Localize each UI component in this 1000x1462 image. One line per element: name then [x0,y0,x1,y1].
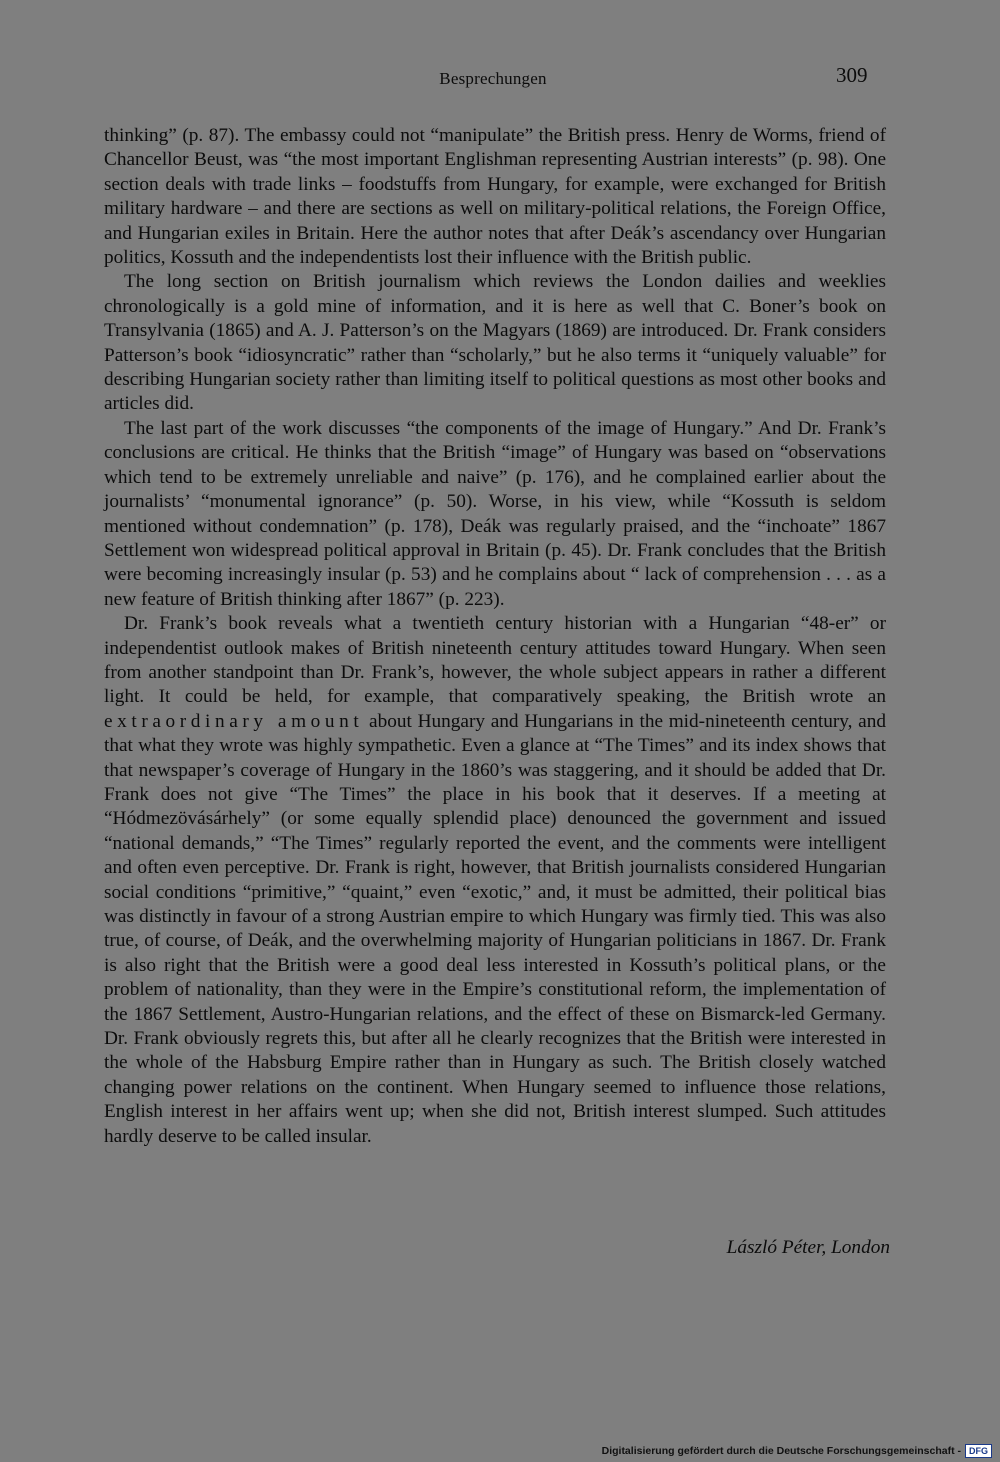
paragraph-text: about Hungary and Hungarians in the mid-nineteenth century, and that what they wrote was highly sympathetic. Even a glance at “The Times” and its index shows that that newspaper’s coverage of Hungary in the 1860’s was staggering, and it should be added that Dr. Frank does not give “The Times” the place in his book that it deserves. If a meeting at “Hódmezövásárhely” (or some equally splendid place) denounced the government and issued “national demands,” “The Times” regularly reported the event, and the comments were intelligent and often even perceptive. Dr. Frank is right, however, that British journalists considered Hungarian social conditions “primitive,” “quaint,” even “exotic,” and, it must be admitted, their political bias was distinctly in favour of a strong Austrian empire to which Hungary was firmly tied. This was also true, of course, of Deák, and the overwhelming majority of Hungarian politicians in 1867. Dr. Frank is also right that the British were a good deal less interested in Kossuth’s political plans, or the problem of nationality, than they were in the Empire’s constitutional reform, the implementation of the 1867 Settlement, Austro-Hungarian relations, and the effect of these on Bismarck-led Germany. Dr. Frank obviously regrets this, but after all he clearly recognizes that the British were interested in the whole of the Habsburg Empire rather than in Hungary as such. The British closely watched changing power relations on the continent. When Hungary seemed to influence those relations, English interest in her affairs went up; when she did not, British interest slumped. Such attitudes hardly deserve to be called insular. [104,710,886,1147]
paragraph [104,612,886,1149]
paragraph-text: thinking” (p. 87). The embassy could not “manipulate” the British press. Henry de Worms, friend of Chancellor Beust, was “the most important Englishman representing Austrian interests” (p. 98). One section deals with trade links – foodstuffs from Hungary, for example, were exchanged for British military hardware – and there are sections as well on military-political relations, the Foreign Office, and Hungarian exiles in Britain. Here the author notes that after Deák’s ascendancy over Hungarian politics, Kossuth and the independentists lost their influence with the British public. [104,125,886,269]
page-number: 309 [836,63,868,87]
paragraph [104,270,886,416]
review-author-signature: László Péter, London [726,1237,890,1258]
paragraph-text: Dr. Frank’s book reveals what a twentieth century historian with a Hungarian “48-er” or independentist outlook makes of British nineteenth century attitudes toward Hungary. When seen from another standpoint than Dr. Frank’s, however, the whole subject appears in rather a different light. It could be held, for example, that comparatively speaking, the British wrote an [104,613,886,708]
emphasized-phrase: extraordinary amount [104,710,364,732]
running-head: Besprechungen [439,69,547,88]
paragraph [104,417,886,612]
paragraph-text: The long section on British journalism which reviews the London dailies and weeklies chronologically is a gold mine of information, and it is here as well that C. Boner’s book on Transylvania (1865) and A. J. Patterson’s on the Magyars (1869) are introduced. Dr. Frank considers Patterson’s book “idiosyncratic” rather than “scholarly,” but he also terms it “uniquely valuable” for describing Hungarian society rather than limiting itself to political questions as most other books and articles did. [104,271,886,415]
paragraph-text: The last part of the work discusses “the components of the image of Hungary.” And Dr. Frank’s conclusions are critical. He thinks that the British “image” of Hungary was based on “observations which tend to be extremely unreliable and naive” (p. 176), and he complained earlier about the journalists’ “monumental ignorance” (p. 50). Worse, in his view, while “Kossuth is seldom mentioned without condemnation” (p. 178), Deák was regularly praised, and the “inchoate” 1867 Settlement won widespread political approval in Britain (p. 45). Dr. Frank concludes that the British were becoming increasingly insular (p. 53) and he complains about “ lack of comprehension . . . as a new feature of British thinking after 1867” (p. 223). [104,417,886,610]
footer-text: Digitalisierung gefördert durch die Deutsche Forschungsgemeinschaft - [601,1445,961,1457]
digitization-footer [602,1444,992,1458]
dfg-logo: DFG [965,1444,992,1458]
review-body [104,124,886,1149]
paragraph [104,124,886,270]
